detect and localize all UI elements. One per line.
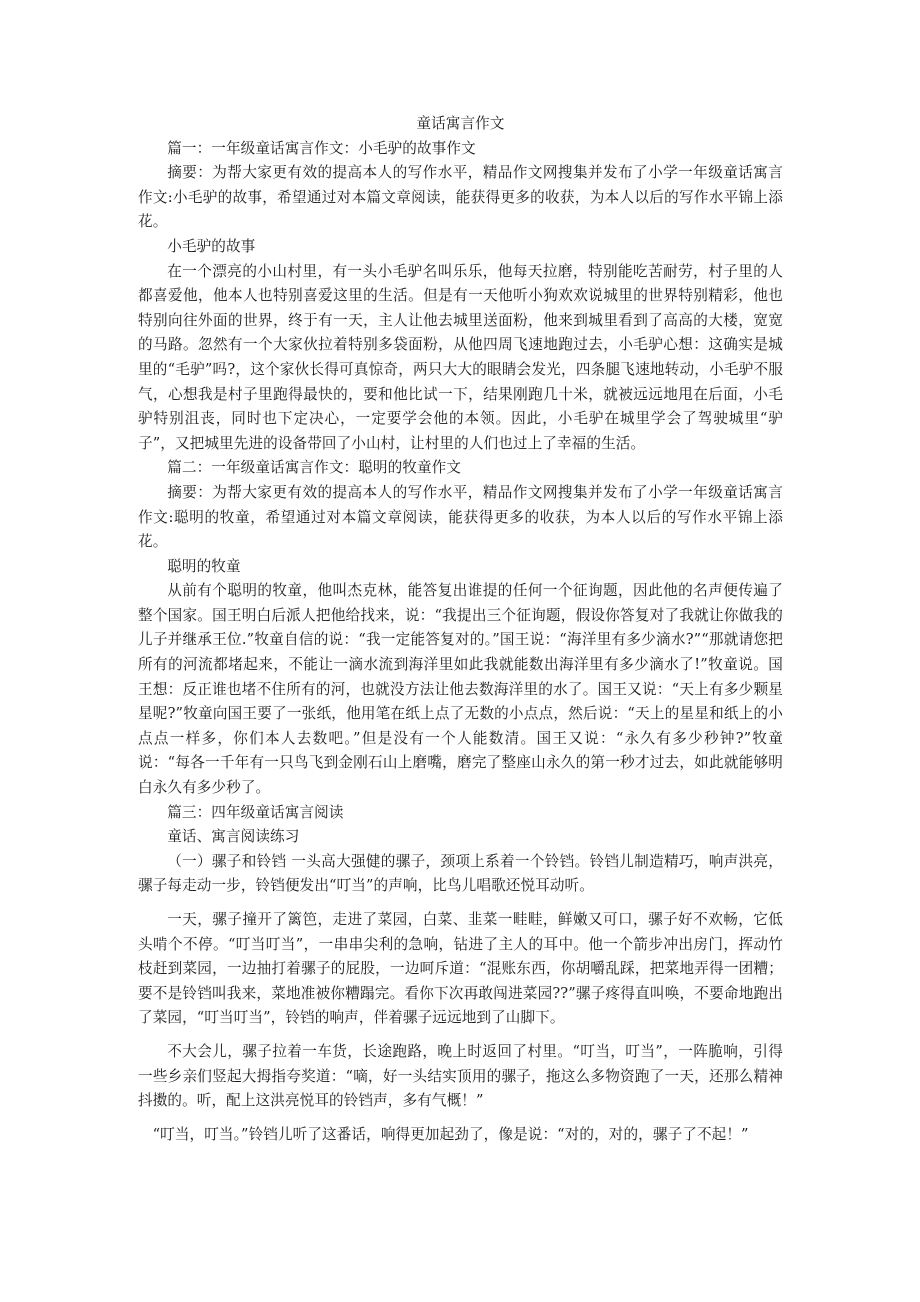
document-title: 童话寓言作文 [416, 115, 505, 132]
section-heading-2: 篇二：一年级童话寓言作文：聪明的牧童作文 [167, 459, 462, 477]
story-paragraph-6: “叮当，叮当。”铃铛儿听了这番话，响得更加起劲了，像是说：“对的，对的，骡子了不起！” [152, 1125, 749, 1143]
story-paragraph-2: 从前有个聪明的牧童，他叫杰克林，能答复出谁提的任何一个征询题，因此他的名声便传遍了整个国家。国王明白后派人把他给找来，说：“我提出三个征询题，假设你答复对了我就让你做我的儿子并继承王位.”牧童自信的说：“我一定能答复对的。”国王说：“海洋里有多少滴水?”“那就请您把所有的河流都堵起来，不能让一滴水流到海洋里如此我就能数出海洋里有多少滴水了!”牧童说。国王想：反正谁也堵不住所有的河，也就没方法让他去数海洋里的水了。国王又说：“天上有多少颗星星呢?”牧童向国王要了一张纸，他用笔在纸上点了无数的小点点，然后说：“天上的星星和纸上的小点点一样多，你们本人去数吧。”但是没有一个人能数清。国王又说：“永久有多少秒钟?”牧童说：“每各一千年有一只鸟飞到金刚石山上磨嘴，磨完了整座山永久的第一秒才过去，如此就能够明白永久有多少秒了。 [138, 582, 783, 797]
exercise-heading: 童话、寓言阅读练习 [167, 828, 300, 846]
story-paragraph-5: 不大会儿，骡子拉着一车货，长途跑路，晚上时返回了村里。“叮当，叮当”，一阵脆响，引得一些乡亲们竖起大拇指夸奖道：“嘀，好一头结实顶用的骡子，拖这么多物资跑了一天，还那么精神抖擞的。听，配上这洪亮悦耳的铃铛声，多有气概！” [138, 1042, 783, 1110]
section-heading-1: 篇一：一年级童话寓言作文：小毛驴的故事作文 [167, 139, 476, 157]
story-paragraph-3: （一）骡子和铃铛 一头高大强健的骡子，颈项上系着一个铃铛。铃铛儿制造精巧，响声洪亮，骡子每走动一步，铃铛便发出“叮当”的声响，比鸟儿唱歌还悦耳动听。 [138, 852, 783, 895]
document-body [138, 112, 783, 1147]
story-title-1: 小毛驴的故事 [167, 237, 256, 255]
story-paragraph-1: 在一个漂亮的小山村里，有一头小毛驴名叫乐乐，他每天拉磨，特别能吃苦耐劳，村子里的人都喜爱他，他本人也特别喜爱这里的生活。但是有一天他听小狗欢欢说城里的世界特别精彩，他也特别向往外面的世界，终于有一天，主人让他去城里送面粉，他来到城里看到了高高的大楼，宽宽的马路。忽然有一个大家伙拉着特别多袋面粉，从他四周飞速地跑过去，小毛驴心想：这确实是城里的“毛驴”吗?，这个家伙长得可真惊奇，两只大大的眼睛会发光，四条腿飞速地转动，小毛驴不服气，心想我是村子里跑得最快的，要和他比试一下，结果刚跑几十米，就被远远地甩在后面，小毛驴特别沮丧，同时也下定决心，一定要学会他的本领。因此，小毛驴在城里学会了驾驶城里“驴子”，又把城里先进的设备带回了小山村，让村里的人们也过上了幸福的生活。 [138, 262, 783, 452]
story-title-2: 聪明的牧童 [167, 557, 241, 575]
abstract-paragraph-1: 摘要：为帮大家更有效的提高本人的写作水平，精品作文网搜集并发布了小学一年级童话寓言作文:小毛驴的故事，希望通过对本篇文章阅读，能获得更多的收获，为本人以后的写作水平锦上添花。 [138, 164, 783, 231]
section-heading-3: 篇三：四年级童话寓言阅读 [167, 803, 344, 821]
story-paragraph-4: 一天，骡子撞开了篱笆，走进了菜园，白菜、韭菜一畦畦，鲜嫩又可口，骡子好不欢畅，它低头啃个不停。“叮当叮当”，一串串尖利的急响，钻进了主人的耳中。他一个箭步冲出房门，挥动竹枝赶到菜园，一边抽打着骡子的屁股，一边呵斥道：“混账东西，你胡嚼乱踩，把菜地弄得一团糟；要不是铃铛叫我来，菜地准被你糟蹋完。看你下次再敢闯进菜园??”骡子疼得直叫唤，不要命地跑出了菜园，“叮当叮当”，铃铛的响声，伴着骡子远远地到了山脚下。 [138, 911, 783, 1027]
abstract-paragraph-2: 摘要：为帮大家更有效的提高本人的写作水平，精品作文网搜集并发布了小学一年级童话寓言作文:聪明的牧童，希望通过对本篇文章阅读，能获得更多的收获，为本人以后的写作水平锦上添花。 [138, 483, 783, 551]
